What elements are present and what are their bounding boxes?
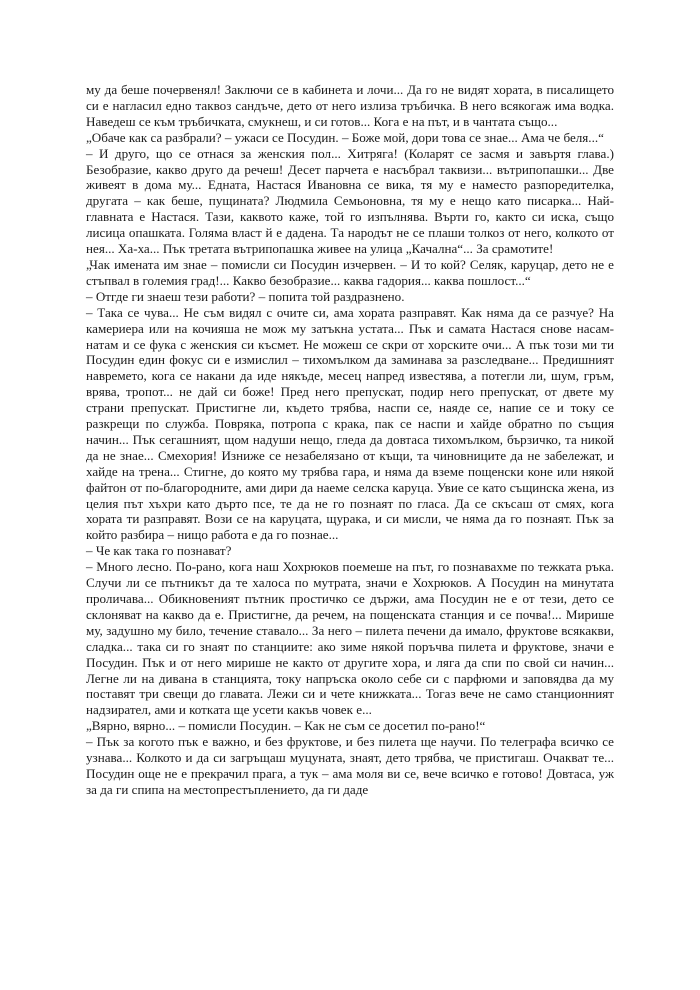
paragraph: – Много лесно. По-рано, кога наш Хохрюков поемеше на път, го познавахме по тежката ръка. Случи ли се пътникът да те халоса по мутрата, значи е Хохрюков. А Посудин на минутата проличава... Обикновеният пътник простичко се държи, ама Посудин не е от тези, дето се склоняват на какво да е. Пристигне, да речем, на пощенската станция и се почва!... Мирише му, задушно му било, течение ставало... За него – пилета печени да имало, фруктове всякакви, сладка... така си го знаят по станциите: ако зиме някой поръчва пилета и фруктове, значи е Посудин. Пък и от него мирише не както от другите хора, и ляга да спи по свой си начин... Легне ли на дивана в станцията, току напръска около себе си с парфюми и заповядва да му поставят три свещи до главата. Лежи си и чете книжката... Тогаз вече не само станционният надзирател, ами и котката ще усети какъв човек е... — [86, 559, 614, 718]
paragraph: му да беше почервенял! Заключи се в кабинета и лочи... Да го не видят хората, в писалището си е нагласил едно таквоз сандъче, дето от него излиза тръбичка. В него всякогаж има водка. Наведеш се към тръбичката, смукнеш, и си готов... Кога е на път, и в чантата също... — [86, 82, 614, 129]
paragraph: – И друго, що се отнася за женския пол... Хитряга! (Коларят се засмя и завъртя глава.) Безобразие, какво друго да речеш! Десет парчета е насъбрал таквизи... вътрипопашки... Две живеят в дома му... Едната, Настася Ивановна се вика, тя му е наместо разпоредителка, другата – как беше, пущината? Людмила Семьоновна, тя му е нещо като писарка... Най-главната е Настася. Тази, каквото каже, той го изпълнява. Върти го, както си иска, също лисица опашката. Голяма власт й е дадена. Та народът не се плаши толкоз от него, колкото от нея... Ха-ха... Пък третата вътрипопашка живее на улица „Качална“... За срамотите! — [86, 145, 614, 257]
paragraph: „Вярно, вярно... – помисли Посудин. – Как не съм се досетил по-рано!“ — [86, 718, 486, 734]
paragraph: – Отгде ги знаеш тези работи? – попита той раздразнено. — [86, 288, 405, 304]
paragraph: – Така се чува... Не съм видял с очите си, ама хората разправят. Как няма да се разчуе? На камериера или на кочияша не мож му затъкна устата... Пък и самата Настася снове насам-натам и се фука с женския си късмет. Не можеш се скри от хорските очи... А пък този ми ти Посудин един фокус си е измислил – тихомълком да заминава за разследване... Предишният навремето, кога се накани да иде някъде, месец напред известява, а потегли ли, шум, гръм, врява, тропот... не дай си боже! Пред него препускат, подир него препускат, от двете му страни препускат. Пристигне ли, където трябва, наспи се, наяде се, напие се и току се разкрещи по служба. Повряка, потропа с крака, пак се наспи и хайде обратно по същия начин... Пък сегашният, щом надуши нещо, гледа да довтаса тихомълком, бързичко, та никой да не знае... Смехория! Изниже се незабелязано от къщи, та чиновниците да не забележат, и хайде на трена... Стигне, до която му трябва гара, и няма да вземе пощенски коне или някой файтон от по-благородните, ами дири да наеме селска каруца. Увие се като същинска жена, из целия път хъхри като дърто псе, те да не го познаят по гласа. Да се скъсаш от смях, кога хората ти разправят. Вози се на каруцата, щурака, и си мисли, че няма да го познаят. Пък за който разбира – нищо работа е да го познае... — [86, 304, 614, 543]
paragraph: – Пък за когото пък е важно, и без фруктове, и без пилета ще научи. По телеграфа всичко се узнава... Колкото и да си загръщаш муцуната, знаят, дето трябва, че пристигаш. Очакват те... Посудин още не е прекрачил прага, а тук – ама моля ви се, вече всичко е готово! Довтаса, уж за да ги спипа на местопрестъплението, да ги даде — [86, 734, 614, 797]
paragraph: – Че как така го познават? — [86, 543, 232, 559]
body-text — [86, 82, 614, 798]
paragraph: „Обаче как са разбрали? – ужаси се Посудин. – Боже мой, дори това се знае... Ама че беля...“ — [86, 129, 604, 145]
paragraph: „Чак имената им знае – помисли си Посудин изчервен. – И то кой? Селяк, каруцар, дето не е стъпвал в големия град!... Какво безобразие... каква гадория... каква пошлост...“ — [86, 256, 614, 288]
